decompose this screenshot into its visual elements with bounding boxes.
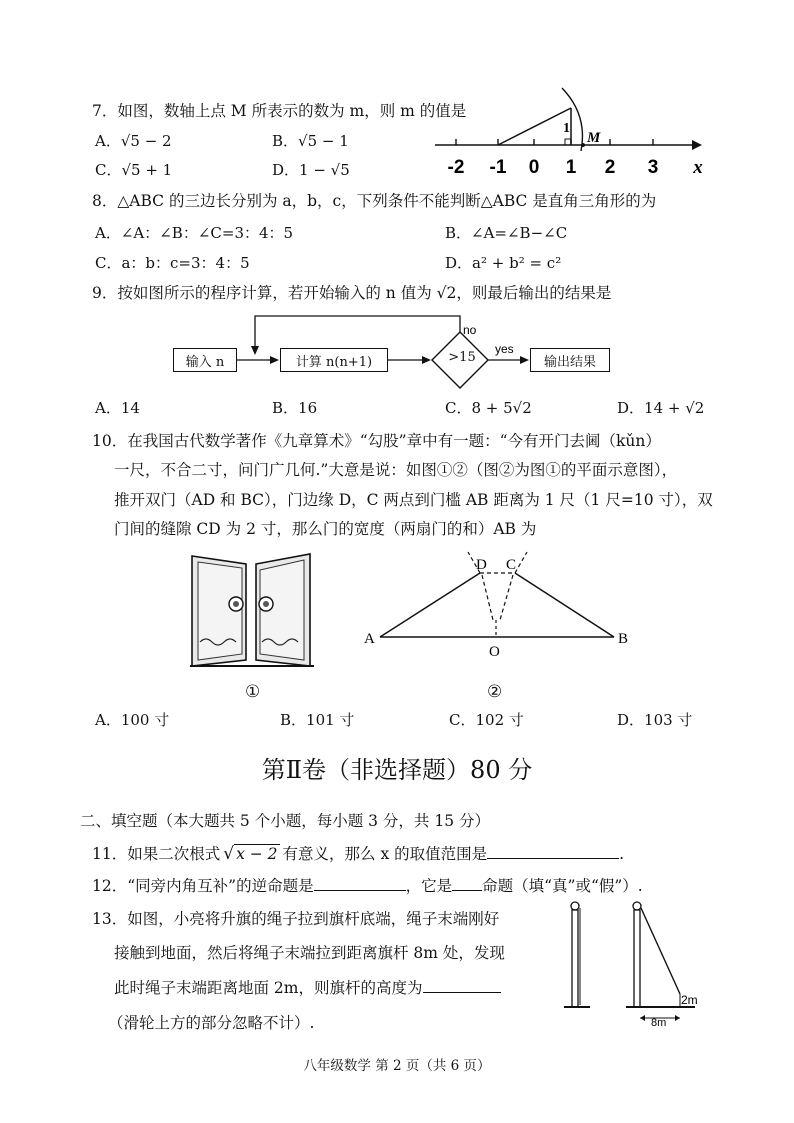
q12-post: 命题（填“真”或“假”）. <box>482 877 643 895</box>
q10-line-2: 一尺，不合二寸，问门广几何.”大意是说：如图①②（图②为图①的平面示意图）， <box>114 461 678 479</box>
flow-output-box: 输出结果 <box>530 348 610 372</box>
q11-end: . <box>619 845 625 863</box>
caption-fig-1: ① <box>245 682 261 702</box>
q7-option-a: A．√5 − 2 <box>95 132 172 150</box>
axis-var-x: x <box>693 157 703 178</box>
q13-answer-blank[interactable] <box>423 992 501 993</box>
q12-answer-blank-2[interactable] <box>452 890 482 891</box>
tick-label: 0 <box>528 157 540 178</box>
q8-option-a: A．∠A：∠B：∠C=3：4：5 <box>95 224 294 242</box>
page-footer: 八年级数学 第 2 页（共 6 页） <box>303 1058 491 1074</box>
q7-option-d: D．1 − √5 <box>272 161 350 179</box>
q11-radicand: x − 2 <box>236 845 278 863</box>
flow-cond-label: >15 <box>448 350 476 365</box>
label-m: M <box>587 130 601 146</box>
point-m <box>581 143 585 147</box>
q8-option-d: D．a² + b² = c² <box>445 254 562 272</box>
q12-mid: ，它是 <box>405 877 453 895</box>
flow-calc-box: 计算 n(n+1) <box>280 348 388 372</box>
segment-ad <box>380 573 480 637</box>
door-illustration <box>188 548 318 670</box>
q8-stem: 8．△ABC 的三边长分别为 a，b，c，下列条件不能判断△ABC 是直角三角形的为 <box>92 192 657 210</box>
q11 <box>92 843 624 865</box>
tick-label: -2 <box>447 157 465 178</box>
label-d: D <box>476 557 487 573</box>
q13-line-3 <box>114 977 501 999</box>
q12-answer-blank-1[interactable] <box>314 890 406 891</box>
q13-line-1: 13．如图，小亮将升旗的绳子拉到旗杆底端，绳子末端刚好 <box>92 910 500 928</box>
label-2m: 2m <box>681 993 698 1007</box>
tick-label: -1 <box>489 157 507 178</box>
q9-option-a: A．14 <box>95 399 140 417</box>
door-schematic <box>360 550 640 660</box>
tick-label: 2 <box>604 157 616 178</box>
q10-line-3: 推开双门（AD 和 BC），门边缘 D，C 两点到门槛 AB 距离为 1 尺（1 尺=10 寸），双 <box>114 491 713 509</box>
caption-fig-2: ② <box>487 682 503 702</box>
q9-stem: 9．按如图所示的程序计算，若开始输入的 n 值为 √2，则最后输出的结果是 <box>92 284 612 302</box>
q13-line-2: 接触到地面，然后将绳子末端拉到距离旗杆 8m 处，发现 <box>114 944 505 962</box>
q7-stem: 7．如图，数轴上点 M 所表示的数为 m，则 m 的值是 <box>92 102 467 120</box>
flagpole-left <box>572 910 578 1007</box>
q10-line-1: 10．在我国古代数学著作《九章算术》“勾股”章中有一题：“今有开门去阃（kǔn） <box>92 432 661 450</box>
section-2-title: 第Ⅱ卷（非选择题）80 分 <box>261 756 533 784</box>
yes-label: yes <box>495 342 514 356</box>
flow-input-box: 输入 n <box>173 348 237 372</box>
q11-answer-blank[interactable] <box>487 858 619 859</box>
label-c: C <box>506 557 517 573</box>
q7-option-b: B．√5 − 1 <box>272 132 349 150</box>
tick-label: 1 <box>565 157 577 178</box>
label-a: A <box>364 631 375 647</box>
number-line-figure <box>430 85 720 185</box>
label-8m: 8m <box>651 1017 667 1029</box>
q11-radical: √ x − 2 <box>223 844 278 864</box>
no-label: no <box>463 323 477 337</box>
q12 <box>92 875 643 897</box>
q10-option-a: A．100 寸 <box>95 711 170 729</box>
part-2-heading: 二、填空题（本大题共 5 个小题，每小题 3 分，共 15 分） <box>80 812 491 830</box>
q11-pre: 11．如果二次根式 <box>92 845 221 863</box>
q10-option-d: D．103 寸 <box>617 711 693 729</box>
q13-line-3-text: 此时绳子末端距离地面 2m，则旗杆的高度为 <box>114 979 423 997</box>
flagpole-figure <box>560 898 700 1028</box>
segment-bc <box>515 573 614 637</box>
axis-arrow <box>692 140 702 150</box>
seg-label-1: 1 <box>563 121 570 136</box>
q13-line-4: （滑轮上方的部分忽略不计）. <box>108 1014 315 1032</box>
rope <box>641 908 680 994</box>
q10-option-c: C．102 寸 <box>449 711 524 729</box>
q9-option-b: B．16 <box>272 399 318 417</box>
q9-option-c: C．8 + 5√2 <box>445 399 532 417</box>
q12-pre: 12．“同旁内角互补”的逆命题是 <box>92 877 314 895</box>
label-o: O <box>489 644 500 660</box>
label-b: B <box>618 631 629 647</box>
q8-option-c: C．a：b：c=3：4：5 <box>95 254 250 272</box>
tick-label: 3 <box>647 157 659 178</box>
flagpole-right <box>634 910 640 1007</box>
q7-option-c: C．√5 + 1 <box>95 161 173 179</box>
q9-option-d: D．14 + √2 <box>617 399 705 417</box>
q10-line-4: 门间的缝隙 CD 为 2 寸，那么门的宽度（两扇门的和）AB 为 <box>114 520 537 538</box>
q11-post: 有意义，那么 x 的取值范围是 <box>282 845 488 863</box>
q8-option-b: B．∠A=∠B−∠C <box>445 224 568 242</box>
q10-option-b: B．101 寸 <box>280 711 355 729</box>
